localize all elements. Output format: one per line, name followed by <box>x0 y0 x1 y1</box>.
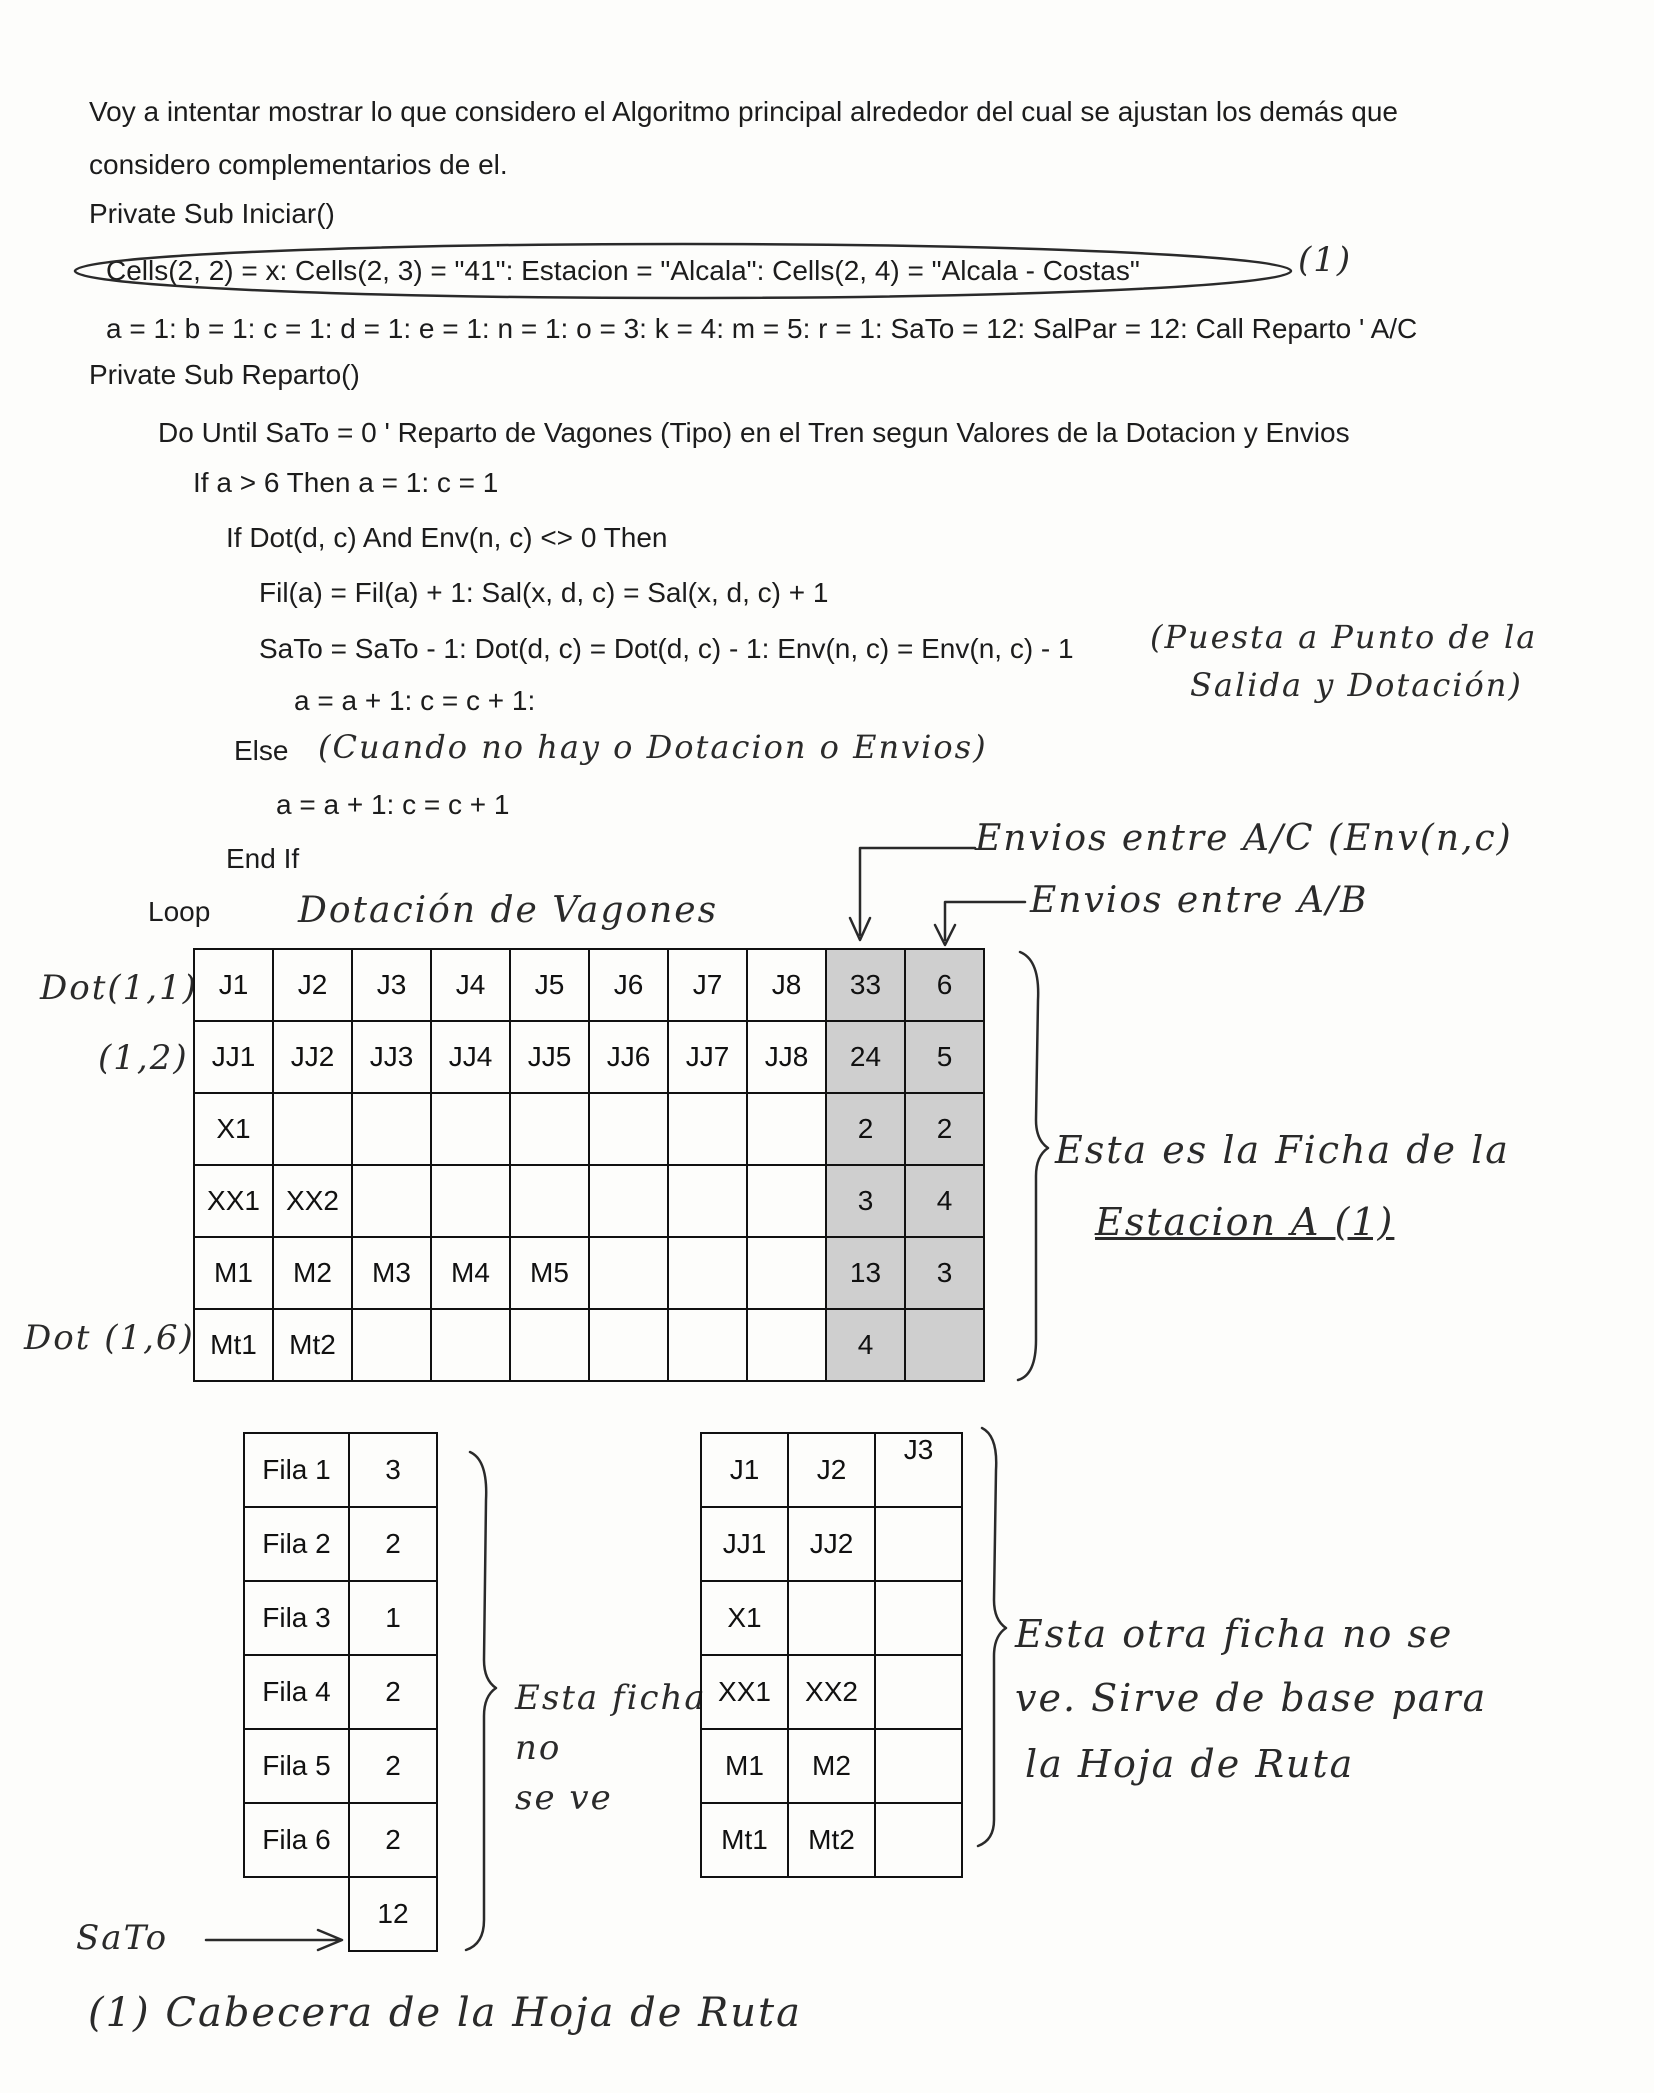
note-sato: SaTo <box>76 1918 169 1958</box>
grid-cell: M4 <box>431 1237 510 1309</box>
envios-ab-cell: 5 <box>905 1021 984 1093</box>
code-line: Do Until SaTo = 0 ' Reparto de Vagones (Tipo) en el Tren segun Valores de la Dotacion y Envios <box>158 417 1350 448</box>
fila-value: 1 <box>349 1581 437 1655</box>
grid-cell: X1 <box>194 1093 273 1165</box>
grid-cell: JJ1 <box>701 1507 788 1581</box>
note-ficha-a2: Estacion A (1) <box>1095 1200 1395 1244</box>
grid-cell: JJ2 <box>273 1021 352 1093</box>
grid-cell: JJ6 <box>589 1021 668 1093</box>
grid-cell: JJ5 <box>510 1021 589 1093</box>
grid-cell: JJ4 <box>431 1021 510 1093</box>
note-envios-ab: Envios entre A/B <box>1030 880 1369 921</box>
grid-cell: J7 <box>668 949 747 1021</box>
fila-label: Fila 2 <box>244 1507 349 1581</box>
note-otra-1: Esta otra ficha no se <box>1015 1612 1454 1656</box>
code-line: a = a + 1: c = c + 1: <box>294 685 536 716</box>
grid-cell: J6 <box>589 949 668 1021</box>
arrow-envios-ab <box>935 902 1025 945</box>
note-salida: Salida y Dotación) <box>1190 666 1523 704</box>
intro-line-2: considero complementarios de el. <box>89 149 508 180</box>
grid-cell: XX2 <box>273 1165 352 1237</box>
grid-cell: Mt2 <box>273 1309 352 1381</box>
fila-label: Fila 3 <box>244 1581 349 1655</box>
fila-value: 2 <box>349 1803 437 1877</box>
note-dot16: Dot (1,6) <box>24 1318 195 1358</box>
grid-cell: J3 <box>352 949 431 1021</box>
code-line: If Dot(d, c) And Env(n, c) <> 0 Then <box>226 522 668 553</box>
fila-value: 2 <box>349 1507 437 1581</box>
grid-cell: JJ2 <box>788 1507 875 1581</box>
code-line: End If <box>226 843 300 874</box>
sato-total: 12 <box>349 1877 437 1951</box>
grid-cell: Mt1 <box>194 1309 273 1381</box>
note-otra-2: ve. Sirve de base para <box>1015 1676 1488 1720</box>
fila-label: Fila 4 <box>244 1655 349 1729</box>
envios-ac-cell: 13 <box>826 1237 905 1309</box>
grid-cell: J4 <box>431 949 510 1021</box>
grid-cell: XX1 <box>701 1655 788 1729</box>
code-line: Private Sub Reparto() <box>89 359 360 390</box>
arrow-sato <box>206 1930 342 1950</box>
envios-ab-cell: 2 <box>905 1093 984 1165</box>
grid-cell: JJ3 <box>352 1021 431 1093</box>
grid-cell: X1 <box>701 1581 788 1655</box>
grid-cell: M2 <box>273 1237 352 1309</box>
fila-label: Fila 1 <box>244 1433 349 1507</box>
grid-cell: J2 <box>273 949 352 1021</box>
note-no-se-ve-1: Esta ficha <box>515 1678 707 1718</box>
grid-cell: J1 <box>701 1433 788 1507</box>
code-line: Fil(a) = Fil(a) + 1: Sal(x, d, c) = Sal(x, d, c) + 1 <box>259 577 829 608</box>
envios-ac-cell: 3 <box>826 1165 905 1237</box>
brace-copy <box>978 1428 1006 1846</box>
grid-cell: J2 <box>788 1433 875 1507</box>
grid-cell: XX2 <box>788 1655 875 1729</box>
grid-cell: M1 <box>701 1729 788 1803</box>
fila-value: 2 <box>349 1655 437 1729</box>
brace-fila <box>466 1452 496 1950</box>
fila-value: 2 <box>349 1729 437 1803</box>
code-line: Cells(2, 2) = x: Cells(2, 3) = "41": Estacion = "Alcala": Cells(2, 4) = "Alcala - Costas" <box>106 255 1140 286</box>
code-line: a = 1: b = 1: c = 1: d = 1: e = 1: n = 1: o = 3: k = 4: m = 5: r = 1: SaTo = 12: SalPar = 12: Call Reparto ' A/C <box>106 313 1418 344</box>
grid-cell: XX1 <box>194 1165 273 1237</box>
intro-line-1: Voy a intentar mostrar lo que considero el Algoritmo principal alrededor del cual se ajustan los demás que <box>89 96 1398 127</box>
envios-ac-cell: 4 <box>826 1309 905 1381</box>
note-dotacion: Dotación de Vagones <box>298 890 719 931</box>
code-line: Loop <box>148 896 211 927</box>
envios-ac-cell: 2 <box>826 1093 905 1165</box>
grid-cell: M1 <box>194 1237 273 1309</box>
code-line: If a > 6 Then a = 1: c = 1 <box>193 467 499 498</box>
grid-cell: J3 <box>875 1433 962 1507</box>
code-line: a = a + 1: c = c + 1 <box>276 789 510 820</box>
grid-cell: JJ1 <box>194 1021 273 1093</box>
fila-label: Fila 5 <box>244 1729 349 1803</box>
fila-value: 3 <box>349 1433 437 1507</box>
code-line: SaTo = SaTo - 1: Dot(d, c) = Dot(d, c) - 1: Env(n, c) = Env(n, c) - 1 <box>259 633 1074 664</box>
envios-ab-cell: 6 <box>905 949 984 1021</box>
note-puesta: (Puesta a Punto de la <box>1150 618 1538 656</box>
note-no-se-ve-2: no <box>515 1728 562 1768</box>
note-1: (1) <box>1298 240 1353 280</box>
envios-ab-cell: 4 <box>905 1165 984 1237</box>
note-dot12: (1,2) <box>98 1038 189 1078</box>
note-otra-3: la Hoja de Ruta <box>1025 1742 1355 1786</box>
grid-cell: M2 <box>788 1729 875 1803</box>
note-ficha-a1: Esta es la Ficha de la <box>1055 1128 1510 1172</box>
brace-station <box>1018 952 1048 1380</box>
grid-cell: JJ8 <box>747 1021 826 1093</box>
grid-cell: JJ7 <box>668 1021 747 1093</box>
grid-cell: Mt2 <box>788 1803 875 1877</box>
grid-cell: M5 <box>510 1237 589 1309</box>
envios-ab-cell: 3 <box>905 1237 984 1309</box>
note-envios-ac: Envios entre A/C (Env(n,c) <box>975 818 1513 859</box>
grid-cell: J8 <box>747 949 826 1021</box>
note-dot11: Dot(1,1) <box>40 968 198 1008</box>
arrow-envios-ac <box>850 848 975 940</box>
highlight-ellipse <box>75 244 1291 298</box>
grid-cell: J1 <box>194 949 273 1021</box>
note-else: (Cuando no hay o Dotacion o Envios) <box>318 728 988 766</box>
grid-cell: M3 <box>352 1237 431 1309</box>
fila-label: Fila 6 <box>244 1803 349 1877</box>
code-line: Else <box>234 735 289 766</box>
code-line: Private Sub Iniciar() <box>89 198 335 229</box>
envios-ac-cell: 33 <box>826 949 905 1021</box>
grid-cell: Mt1 <box>701 1803 788 1877</box>
grid-cell: J5 <box>510 949 589 1021</box>
note-no-se-ve-3: se ve <box>515 1778 613 1818</box>
note-cabecera: (1) Cabecera de la Hoja de Ruta <box>88 1990 802 2036</box>
envios-ac-cell: 24 <box>826 1021 905 1093</box>
